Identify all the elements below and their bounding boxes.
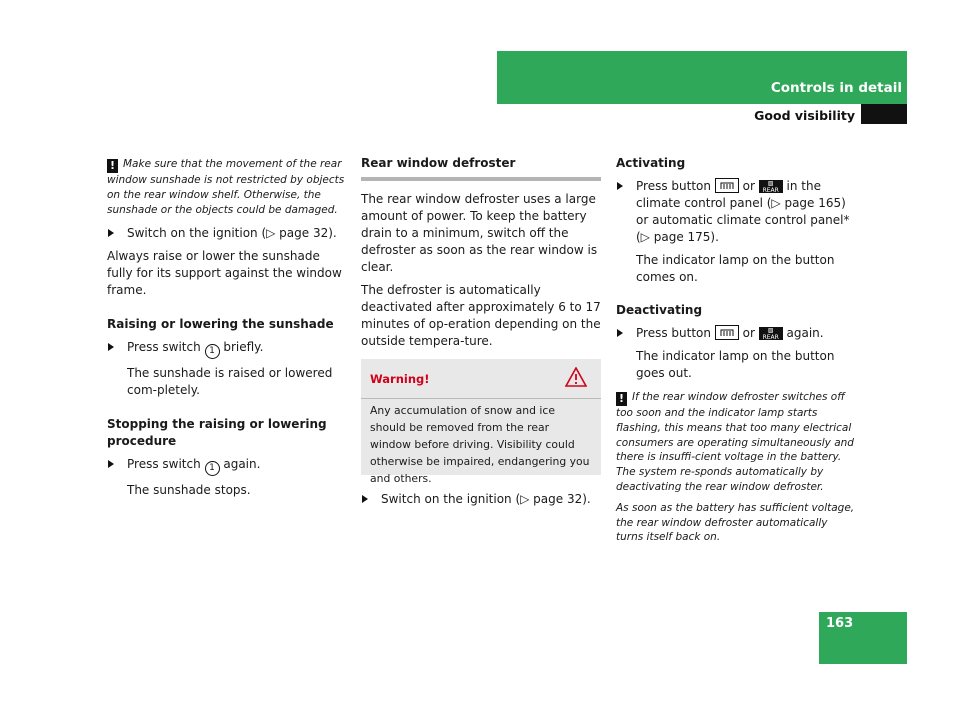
step: Press switch 1 again.: [107, 456, 349, 476]
subsection-title: Good visibility: [754, 108, 855, 123]
paragraph: Always raise or lower the sunshade fully for its support against the window frame.: [107, 249, 342, 298]
triangle-bullet-icon: [617, 329, 623, 337]
column-1: [107, 157, 349, 499]
warning-triangle-icon: [565, 367, 587, 387]
section-title: Controls in detail: [770, 80, 902, 96]
header-band: [497, 51, 907, 104]
column-2: [361, 155, 601, 350]
switch-1-icon: 1: [205, 461, 220, 476]
step: Switch on the ignition (▷ page 32).: [361, 491, 601, 508]
paragraph: The defroster is automatically deactivated after approximately 6 to 17 minutes of op-eration depending on the outside tempera-ture.: [361, 283, 601, 348]
warning-text: Any accumulation of snow and ice should be removed from the rear window before driving. Visibility could otherwise be impaired, endangering you and others.: [370, 404, 590, 485]
result: The indicator lamp on the button goes out.: [636, 349, 835, 380]
step: Press switch 1 briefly.: [107, 339, 349, 359]
exclamation-icon: !: [616, 392, 627, 406]
triangle-bullet-icon: [108, 460, 114, 468]
note: ! Make sure that the movement of the rear window sunshade is not restricted by objects on the rear window shelf. Otherwise, the sunshade or the objects could be damaged.: [107, 158, 345, 216]
page-number: 163: [826, 616, 854, 631]
heading: Rear window defroster: [361, 155, 601, 181]
warning-box: [361, 359, 601, 485]
switch-1-icon: 1: [205, 344, 220, 359]
heading: Deactivating: [616, 303, 703, 317]
rear-defroster-rear-button-icon: ▧ REAR: [759, 327, 783, 340]
heading: Stopping the raising or lowering procedure: [107, 417, 327, 449]
step: Press button or ▧ REAR again.: [616, 325, 856, 342]
rear-defroster-rear-button-icon: ▧ REAR: [759, 180, 783, 193]
step: Press button or ▧ REAR in the climate control panel (▷ page 165) or automatic climate control panel* (▷ page 175).: [616, 178, 856, 246]
heading: Activating: [616, 156, 686, 170]
step: Switch on the ignition (▷ page 32).: [107, 225, 349, 242]
paragraph: The rear window defroster uses a large amount of power. To keep the battery drain to a minimum, switch off the defroster as soon as the rear window is clear.: [361, 192, 598, 274]
warning-label: Warning!: [370, 372, 430, 386]
triangle-bullet-icon: [362, 495, 368, 503]
header-marker: [861, 104, 907, 124]
note: As soon as the battery has sufficient voltage, the rear window defroster automatically turns itself back on.: [616, 501, 855, 544]
result: The sunshade stops.: [127, 483, 251, 498]
column-2-step: [361, 491, 601, 508]
heading: Raising or lowering the sunshade: [107, 317, 334, 332]
triangle-bullet-icon: [617, 182, 623, 190]
triangle-bullet-icon: [108, 229, 114, 237]
rear-defroster-button-icon: [715, 178, 739, 193]
column-3: [616, 155, 856, 545]
triangle-bullet-icon: [108, 343, 114, 351]
exclamation-icon: !: [107, 159, 118, 173]
result: The indicator lamp on the button comes on.: [636, 253, 835, 284]
rear-defroster-button-icon: [715, 325, 739, 340]
note: ! If the rear window defroster switches off too soon and the indicator lamp starts flashing, this means that too many electrical consumers are operating simultaneously and there is insuffi-cient voltage in the battery. The system re-sponds automatically by deactivating the rear window defroster.: [616, 391, 854, 493]
result: The sunshade is raised or lowered com-pletely.: [127, 366, 333, 398]
